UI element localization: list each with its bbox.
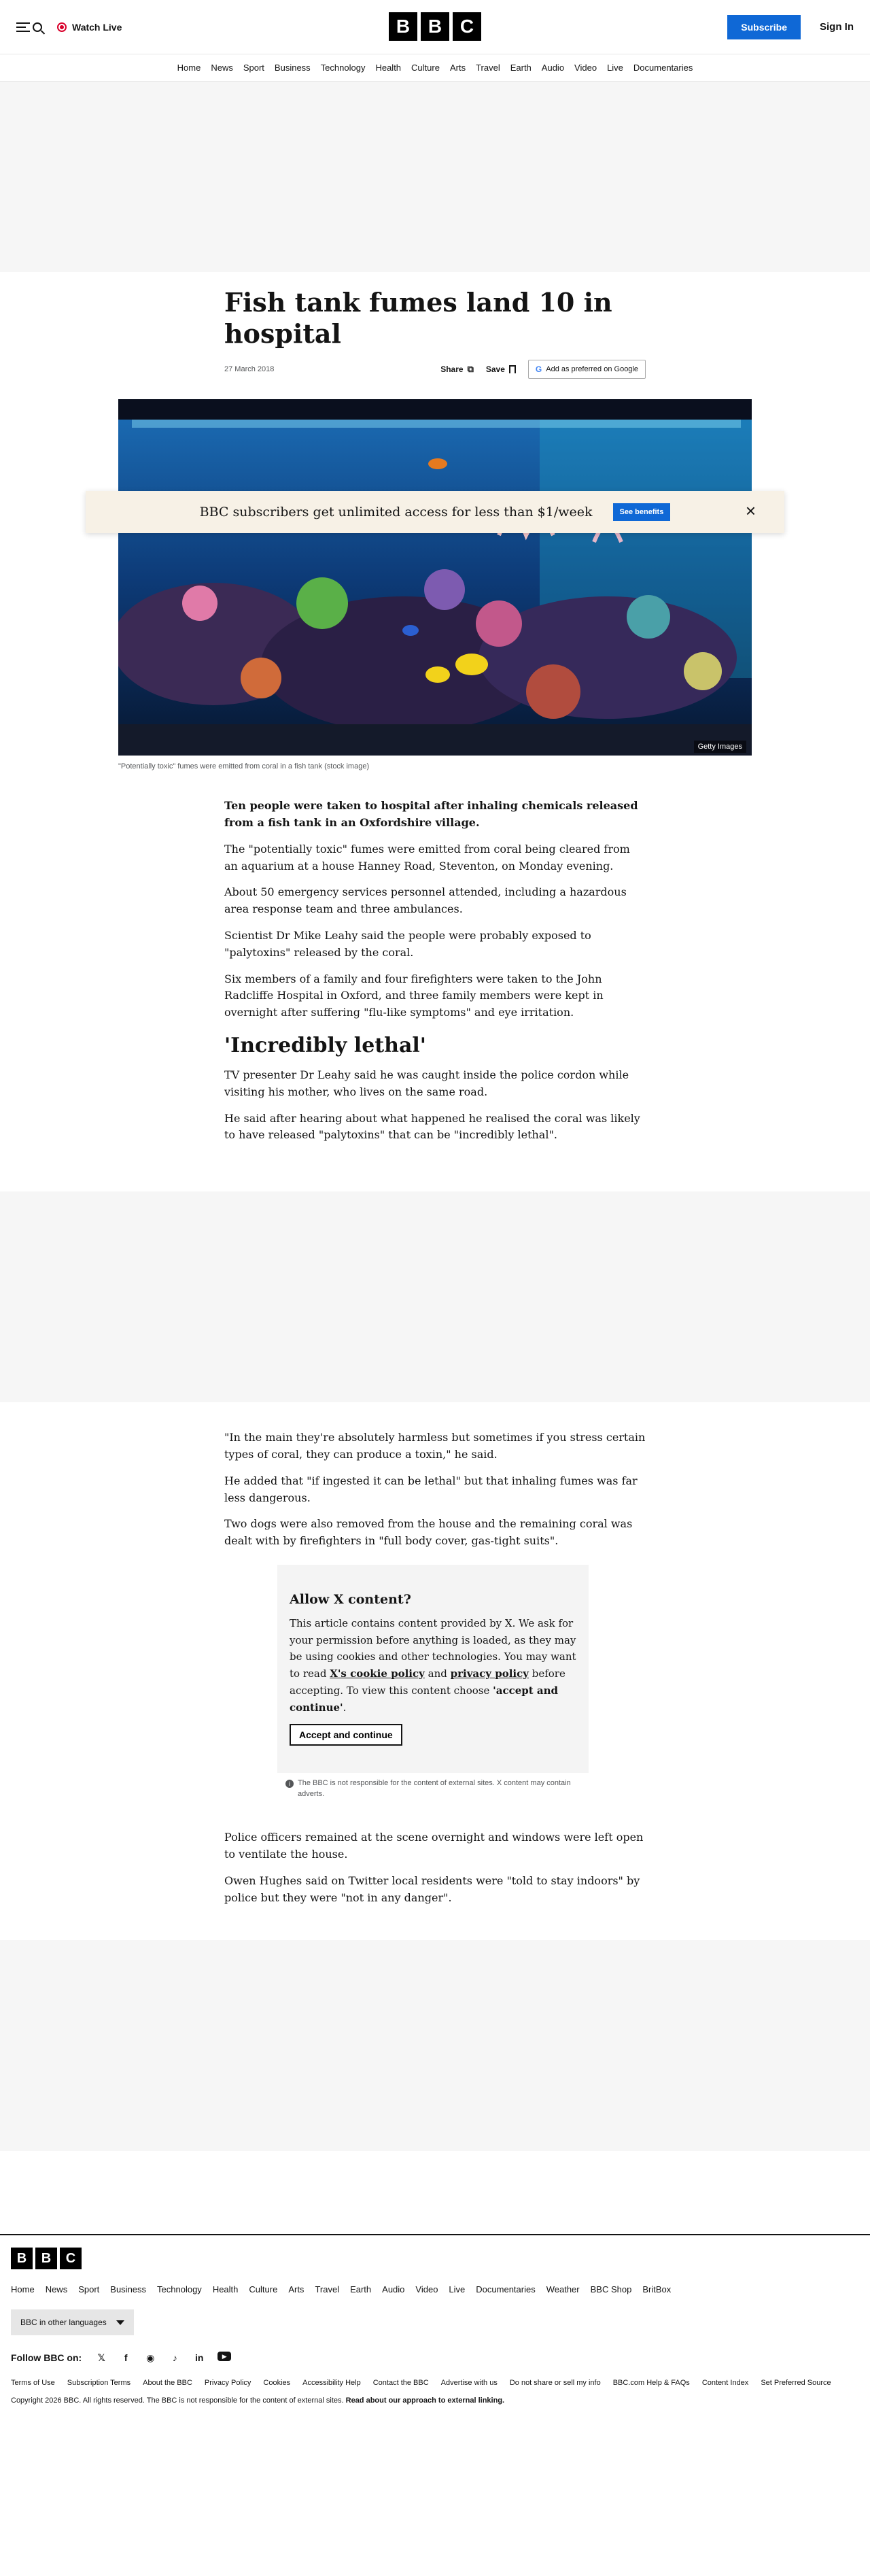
legal-link[interactable]: Set Preferred Source xyxy=(761,2379,831,2388)
paragraph: About 50 emergency services personnel attended, including a hazardous area response team and three ambulances. xyxy=(224,885,627,916)
legal-link[interactable]: Content Index xyxy=(701,2379,749,2388)
legal-link[interactable]: Cookies xyxy=(263,2379,291,2388)
subscription-banner xyxy=(86,491,784,533)
article-header xyxy=(224,287,646,379)
footer-nav xyxy=(11,2284,859,2294)
follow-label: Follow BBC on: xyxy=(11,2352,82,2364)
article-body-continued xyxy=(224,1429,646,1906)
nav-item-travel[interactable]: Travel xyxy=(476,63,500,73)
paragraph: Six members of a family and four firefighters were taken to the John Radcliffe Hospital in Oxford, and three family members were kept in overnight after suffering "flu-like symptoms" and eye irritation. xyxy=(224,972,604,1019)
embed-title: Allow X content? xyxy=(290,1591,411,1607)
live-icon xyxy=(57,22,67,32)
footer-nav-item[interactable]: Business xyxy=(110,2284,147,2295)
masthead-left xyxy=(16,20,122,35)
chevron-down-icon xyxy=(116,2320,124,2325)
footer-nav-item[interactable]: Earth xyxy=(350,2284,372,2295)
embed-and: and xyxy=(428,1667,447,1680)
paragraph: He added that "if ingested it can be lethal" but that inhaling fumes was far less dangerous. xyxy=(224,1474,638,1504)
nav-item-audio[interactable]: Audio xyxy=(541,63,565,73)
embed-choose: 'accept and continue' xyxy=(290,1684,559,1714)
languages-dropdown[interactable] xyxy=(11,2309,134,2335)
paragraph: He said after hearing about what happened he realised the coral was likely to have released "palytoxins" that can be "incredibly lethal". xyxy=(224,1111,640,1142)
google-pref-label: Add as preferred on Google xyxy=(546,365,638,374)
main-nav xyxy=(0,54,870,82)
paragraph: Police officers remained at the scene overnight and windows were left open to ventilate the house. xyxy=(224,1831,644,1861)
social-links xyxy=(95,2352,231,2364)
subheading: 'Incredibly lethal' xyxy=(224,1033,426,1057)
facebook-icon[interactable]: f xyxy=(124,2352,128,2364)
legal-links xyxy=(11,2379,859,2387)
nav-item-home[interactable]: Home xyxy=(177,63,201,73)
legal-link[interactable]: Contact the BBC xyxy=(372,2379,429,2388)
footer-nav-item[interactable]: Travel xyxy=(315,2284,340,2295)
nav-item-earth[interactable]: Earth xyxy=(510,63,532,73)
article-body xyxy=(224,798,646,1144)
google-icon: G xyxy=(535,365,542,375)
footer-nav-item[interactable]: Technology xyxy=(157,2284,202,2295)
save-label: Save xyxy=(485,365,505,375)
logo-letter: B xyxy=(389,12,417,41)
footer-nav-item[interactable]: BritBox xyxy=(642,2284,672,2295)
external-linking-link[interactable]: Read about our approach to external linking. xyxy=(345,2396,505,2405)
article-meta xyxy=(224,360,646,379)
instagram-icon[interactable]: ◉ xyxy=(146,2352,155,2363)
save-button[interactable] xyxy=(486,365,516,374)
close-icon[interactable]: × xyxy=(745,501,756,521)
aquarium-illustration xyxy=(118,399,752,756)
article-lead: Ten people were taken to hospital after inhaling chemicals released from a fish tank in an Oxfordshire village. xyxy=(224,799,638,829)
footer-logo[interactable] xyxy=(11,2248,859,2269)
google-preferred-button[interactable] xyxy=(528,360,646,379)
embed-text: This article contains content provided by X. We ask for your permission before anything is loaded, as they may be using cookies and other technologies. You may want to read X's cookie policy and privacy policy before accepting. To view this content choose 'accept and continue'. xyxy=(290,1616,576,1714)
legal-link[interactable]: Subscription Terms xyxy=(67,2379,131,2388)
share-icon: ⧉ xyxy=(467,364,474,375)
menu-icon xyxy=(16,20,30,35)
nav-item-video[interactable]: Video xyxy=(574,63,597,73)
watch-live-label: Watch Live xyxy=(72,21,122,33)
embed-text-2: before accepting. To view this content choose xyxy=(290,1667,566,1697)
image-caption: "Potentially toxic" fumes were emitted from coral in a fish tank (stock image) xyxy=(118,762,370,771)
nav-item-arts[interactable]: Arts xyxy=(449,63,466,73)
share-button[interactable] xyxy=(440,364,474,375)
menu-button[interactable] xyxy=(16,20,42,35)
legal-link[interactable]: Privacy Policy xyxy=(204,2379,251,2388)
sign-in-link[interactable]: Sign In xyxy=(820,21,854,33)
nav-item-health[interactable]: Health xyxy=(375,63,402,73)
paragraph: TV presenter Dr Leahy said he was caught inside the police cordon while visiting his mother, who lives on the same road. xyxy=(224,1068,629,1098)
logo-letter: B xyxy=(11,2248,33,2269)
footer-nav-item[interactable]: Health xyxy=(212,2284,239,2295)
masthead-right xyxy=(727,15,854,39)
headline: Fish tank fumes land 10 in hospital xyxy=(224,287,612,349)
paragraph: The "potentially toxic" fumes were emitted from coral being cleared from an aquarium at a house Hanney Road, Steventon, on Monday evening. xyxy=(224,842,630,872)
article-actions xyxy=(440,360,646,379)
promo-text: BBC subscribers get unlimited access for less than $1/week xyxy=(199,505,593,520)
legal-link[interactable]: Do not share or sell my info xyxy=(509,2379,601,2388)
logo-letter: C xyxy=(453,12,481,41)
nav-item-business[interactable]: Business xyxy=(274,63,311,73)
nav-item-technology[interactable]: Technology xyxy=(320,63,366,73)
legal-link[interactable]: BBC.com Help & FAQs xyxy=(612,2379,690,2388)
paragraph: Owen Hughes said on Twitter local residents were "told to stay indoors" by police but they were "not in any danger". xyxy=(224,1874,640,1904)
x-cookie-policy-link[interactable]: X's cookie policy xyxy=(330,1667,425,1680)
languages-label: BBC in other languages xyxy=(20,2318,107,2328)
nav-item-culture[interactable]: Culture xyxy=(411,63,440,73)
footer-nav-item[interactable]: News xyxy=(45,2284,68,2295)
bbc-logo[interactable] xyxy=(389,12,481,41)
advert-top xyxy=(0,82,870,272)
follow-row xyxy=(11,2352,859,2364)
nav-item-documentaries[interactable]: Documentaries xyxy=(633,63,693,73)
embed-note-text: The BBC is not responsible for the content of external sites. X content may contain adverts. xyxy=(298,1779,571,1798)
see-benefits-button[interactable]: See benefits xyxy=(613,503,671,521)
advert-bottom xyxy=(0,1940,870,2151)
x-icon[interactable]: 𝕏 xyxy=(97,2352,105,2363)
logo-letter: B xyxy=(35,2248,57,2269)
paragraph: Scientist Dr Mike Leahy said the people were probably exposed to "palytoxins" released by the coral. xyxy=(224,928,591,959)
footer xyxy=(0,2234,870,2424)
nav-item-live[interactable]: Live xyxy=(607,63,623,73)
watch-live-link[interactable] xyxy=(57,22,122,33)
footer-nav-item[interactable]: Video xyxy=(415,2284,438,2295)
footer-nav-item[interactable]: Arts xyxy=(288,2284,304,2295)
privacy-policy-link[interactable]: privacy policy xyxy=(450,1667,529,1680)
nav-item-sport[interactable]: Sport xyxy=(243,63,264,73)
bookmark-icon xyxy=(509,365,516,373)
youtube-icon[interactable]: ▶ xyxy=(218,2352,231,2361)
hero-image xyxy=(118,399,752,756)
footer-nav-item[interactable]: Home xyxy=(11,2284,35,2295)
masthead xyxy=(0,0,870,54)
advert-middle xyxy=(0,1191,870,1402)
paragraph: "In the main they're absolutely harmless but sometimes if you stress certain types of coral, they can produce a toxin," he said. xyxy=(224,1431,646,1461)
footer-nav-item[interactable]: Documentaries xyxy=(476,2284,536,2295)
subscribe-button[interactable]: Subscribe xyxy=(727,15,801,39)
footer-nav-item[interactable]: Sport xyxy=(78,2284,100,2295)
footer-nav-item[interactable]: Live xyxy=(449,2284,466,2295)
linkedin-icon[interactable]: in xyxy=(194,2352,204,2364)
footer-nav-item[interactable]: BBC Shop xyxy=(590,2284,632,2295)
copyright-text: Copyright 2026 BBC. All rights reserved. The BBC is not responsible for the content of external sites. xyxy=(11,2396,344,2405)
legal-link[interactable]: About the BBC xyxy=(143,2379,192,2388)
article-date: 27 March 2018 xyxy=(224,365,275,374)
copyright xyxy=(11,2396,859,2405)
article-main xyxy=(0,287,870,2151)
legal-link[interactable]: Accessibility Help xyxy=(302,2379,361,2388)
accept-continue-button[interactable]: Accept and continue xyxy=(290,1724,402,1746)
legal-link[interactable]: Terms of Use xyxy=(11,2379,55,2388)
logo-letter: C xyxy=(60,2248,82,2269)
embed-text-1: This article contains content provided by X. We ask for your permission before anything is loaded, as they may be using cookies and other technologies. You may want to read xyxy=(290,1616,576,1680)
nav-item-news[interactable]: News xyxy=(211,63,233,73)
x-embed-consent xyxy=(277,1565,589,1774)
legal-link[interactable]: Advertise with us xyxy=(440,2379,498,2388)
share-label: Share xyxy=(440,365,464,375)
logo-letter: B xyxy=(421,12,449,41)
embed-disclaimer xyxy=(285,1778,585,1799)
footer-nav-item[interactable]: Culture xyxy=(249,2284,278,2295)
image-credit: Getty Images xyxy=(694,741,746,753)
footer-nav-item[interactable]: Audio xyxy=(382,2284,405,2295)
info-icon: i xyxy=(285,1780,294,1788)
paragraph: Two dogs were also removed from the house and the remaining coral was dealt with by firefighters in "full body cover, gas-tight suits". xyxy=(224,1517,633,1548)
search-icon[interactable] xyxy=(33,22,42,32)
footer-nav-item[interactable]: Weather xyxy=(546,2284,580,2295)
tiktok-icon[interactable]: ♪ xyxy=(172,2352,177,2364)
